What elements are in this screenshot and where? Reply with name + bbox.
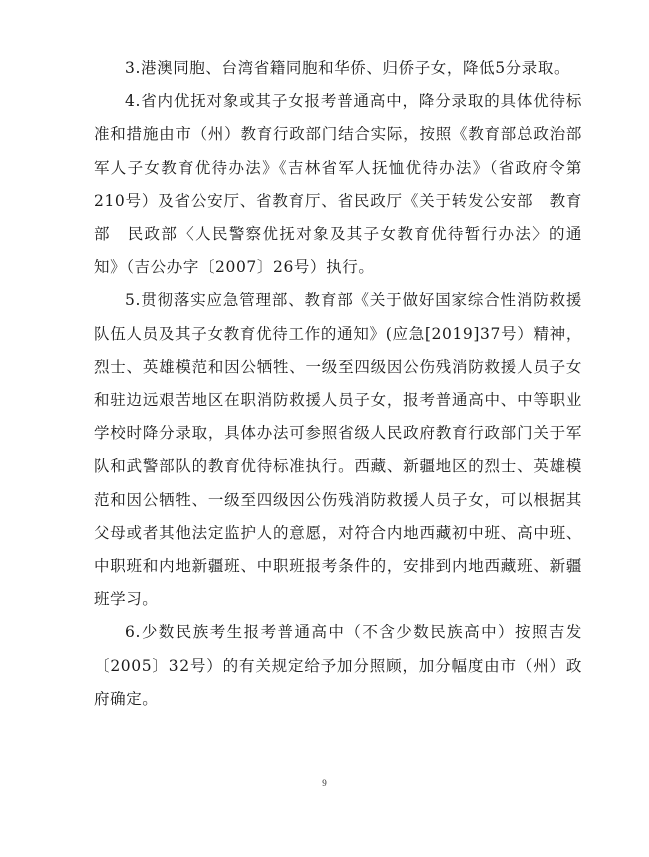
page-number: 9 [322, 778, 327, 788]
paragraph-4: 4.省内优抚对象或其子女报考普通高中，降分录取的具体优待标准和措施由市（州）教育行政部门结合实际，按照《教育部总政治部军人子女教育优待办法》《吉林省军人抚恤优待办法》（省政府令第210号）及省公安厅、省教育厅、省民政厅《关于转发公安部 教育部 民政部〈人民警察优抚对象及其子女教育优待暂行办法〉的通知》（吉公办字〔2007〕26号）执行。 [94, 92, 582, 277]
paragraph-6: 6.少数民族考生报考普通高中（不含少数民族高中）按照吉发〔2005〕32号）的有关规定给予加分照顾，加分幅度由市（州）政府确定。 [94, 623, 582, 708]
paragraph-5: 5.贯彻落实应急管理部、教育部《关于做好国家综合性消防救援队伍人员及其子女教育优待工作的通知》(应急[2019]37号）精神，烈士、英雄模范和因公牺牲、一级至四级因公伤残消防救援人员子女和驻边远艰苦地区在职消防救援人员子女，报考普通高中、中等职业学校时降分录取，具体办法可参照省级人民政府教育行政部门关于军队和武警部队的教育优待标准执行。西藏、新疆地区的烈士、英雄模范和因公牺牲、一级至四级因公伤残消防救援人员子女，可以根据其父母或者其他法定监护人的意愿，对符合内地西藏初中班、高中班、中职班和内地新疆班、中职班报考条件的，安排到内地西藏班、新疆班学习。 [94, 291, 582, 609]
document-body [94, 52, 582, 716]
paragraph-3: 3.港澳同胞、台湾省籍同胞和华侨、归侨子女，降低5分录取。 [125, 59, 571, 77]
